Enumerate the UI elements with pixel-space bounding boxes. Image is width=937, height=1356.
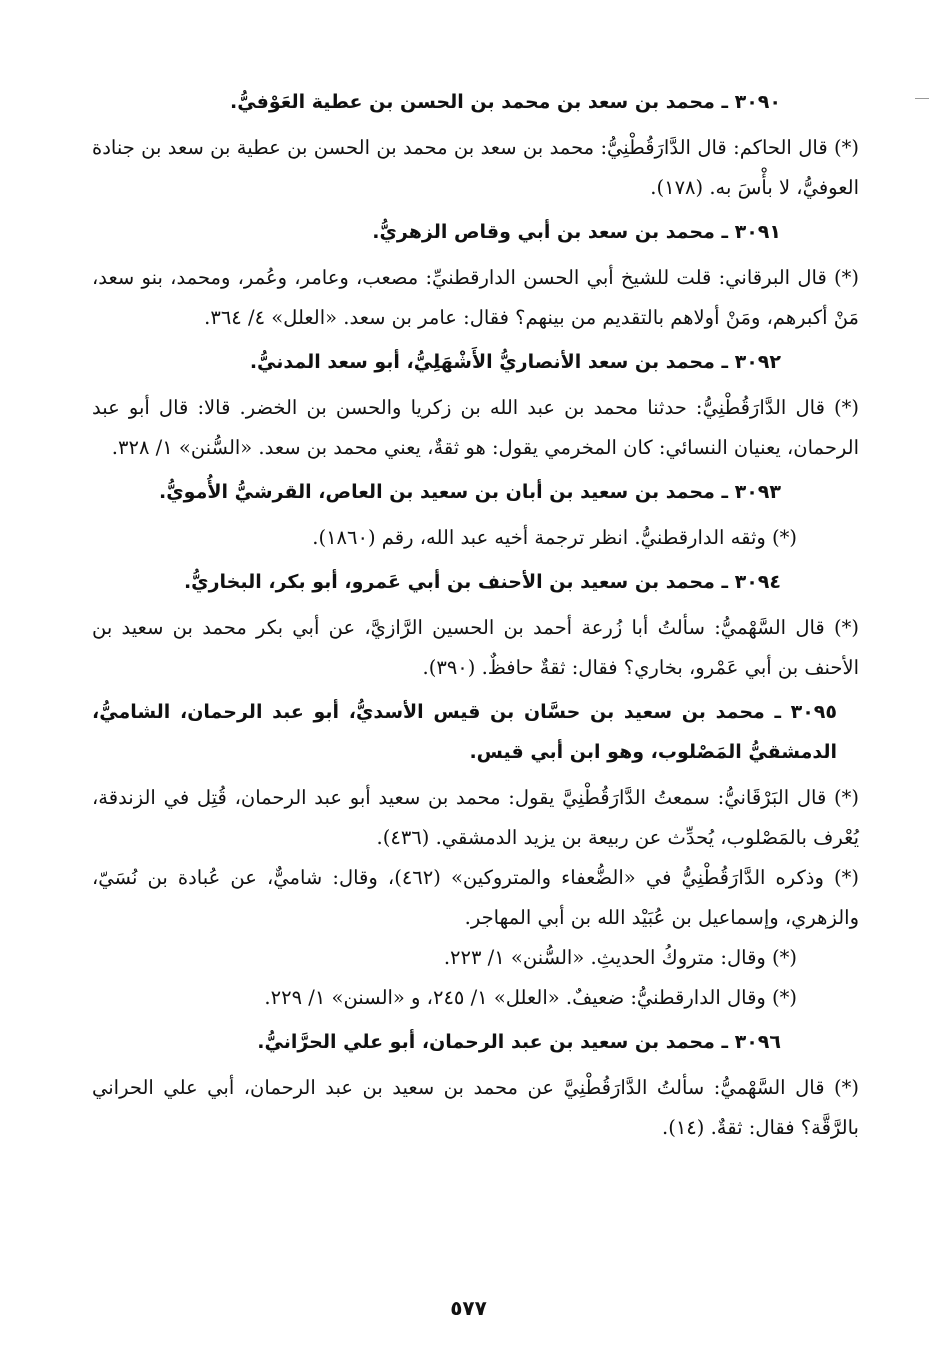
entry-paragraph: (*) قال الحاكم: قال الدَّارَقُطْنِيُّ: محمد بن سعد بن محمد بن الحسن بن عطية بن سعد بن جنادة العوفيُّ، لا بأْسَ به. (١٧٨). xyxy=(92,136,859,199)
entry-paragraph: (*) وذكره الدَّارَقُطْنِيُّ في «الضُّعفاء والمتروكين» (٤٦٢)، وقال: شاميٌّ، عن عُبادة بن نُسَيّ، والزهري، وإسماعيل بن عُبَيْد الله بن أبي المهاجر. xyxy=(92,866,859,929)
entry-paragraph: (*) قال الدَّارَقُطْنِيُّ: حدثنا محمد بن عبد الله بن زكريا والحسن بن الخضر. قالا: قال أبو عبد الرحمان، يعنيان النسائي: كان المخرمي يقول: هو ثقةٌ، يعني محمد بن سعد. «السُّنن» ١/ ٣٢٨. xyxy=(92,396,859,459)
entry-paragraph: (*) قال السَّهْميُّ: سألتُ أبا زُرعة أحمد بن الحسين الرَّازيَّ، عن أبي بكر محمد بن سعيد بن الأحنف بن أبي عَمْرو، بخاري؟ فقال: ثقةٌ حافظٌ. (٣٩٠). xyxy=(92,616,859,679)
entry-title: ٣٠٩٤ ـ محمد بن سعيد بن الأحنف بن أبي عَمرو، أبو بكر، البخاريُّ. xyxy=(183,571,781,593)
entry-3096 xyxy=(92,1022,859,1148)
document-page xyxy=(92,78,859,1148)
entry-paragraph: (*) قال البَرْقَانيُّ: سمعتُ الدَّارَقُطْنِيَّ يقول: محمد بن سعيد أبو عبد الرحمان، قُتِل في الزندقة، يُعْرف بالمَصْلوب، يُحدِّث عن ربيعة بن يزيد الدمشقي. (٤٣٦). xyxy=(92,786,859,849)
entry-paragraph: (*) وثقه الدارقطنيُّ. انظر ترجمة أخيه عبد الله، رقم (١٨٦٠). xyxy=(312,526,797,549)
page-number: ٥٧٧ xyxy=(450,1296,487,1320)
entry-title: ٣٠٩٠ ـ محمد بن سعد بن محمد بن الحسن بن عطية العَوْفيُّ. xyxy=(229,91,781,113)
entry-3093 xyxy=(92,472,859,558)
entry-3095 xyxy=(92,692,859,1018)
entry-paragraph: (*) وقال: متروكُ الحديثِ. «السُّنن» ١/ ٢٢٣. xyxy=(443,946,797,969)
entry-title: ٣٠٩٢ ـ محمد بن سعد الأنصاريُّ الأَشْهَلِيُّ، أبو سعد المدنيُّ. xyxy=(249,351,781,373)
entry-title: ٣٠٩٦ ـ محمد بن سعيد بن عبد الرحمان، أبو علي الحرَّانيُّ. xyxy=(257,1031,781,1053)
entry-paragraph: (*) قال البرقاني: قلت للشيخ أبي الحسن الدارقطنيِّ: مصعب، وعامر، وعُمر، ومحمد، بنو سعد، مَنْ أكبرهم، ومَنْ أولاهم بالتقديم من بينهم؟ فقال: عامر بن سعد. «العلل» ٤/ ٣٦٤. xyxy=(92,266,859,329)
entry-3092 xyxy=(92,342,859,468)
entry-title: ٣٠٩٥ ـ محمد بن سعيد بن حسَّان بن قيس الأسديُّ، أبو عبد الرحمان، الشاميُّ، الدمشقيُّ المَصْلوب، وهو ابن أبي قيس. xyxy=(92,701,837,763)
entry-title: ٣٠٩١ ـ محمد بن سعد بن أبي وقاص الزهريُّ. xyxy=(372,221,781,243)
entry-title: ٣٠٩٣ ـ محمد بن سعيد بن أبان بن سعيد بن العاص، القرشيُّ الأُمويُّ. xyxy=(159,481,781,503)
entry-3091 xyxy=(92,212,859,338)
margin-mark xyxy=(915,98,929,99)
entry-paragraph: (*) قال السَّهْميُّ: سألتُ الدَّارَقُطْنِيَّ عن محمد بن سعيد بن عبد الرحمان، أبي علي الحراني بالرَّقَّة؟ فقال: ثقةٌ. (١٤). xyxy=(92,1076,859,1139)
entry-3094 xyxy=(92,562,859,688)
entry-paragraph: (*) وقال الدارقطنيُّ: ضعيفٌ. «العلل» ١/ ٢٤٥، و «السنن» ١/ ٢٢٩. xyxy=(264,986,797,1009)
entry-3090 xyxy=(92,82,859,208)
